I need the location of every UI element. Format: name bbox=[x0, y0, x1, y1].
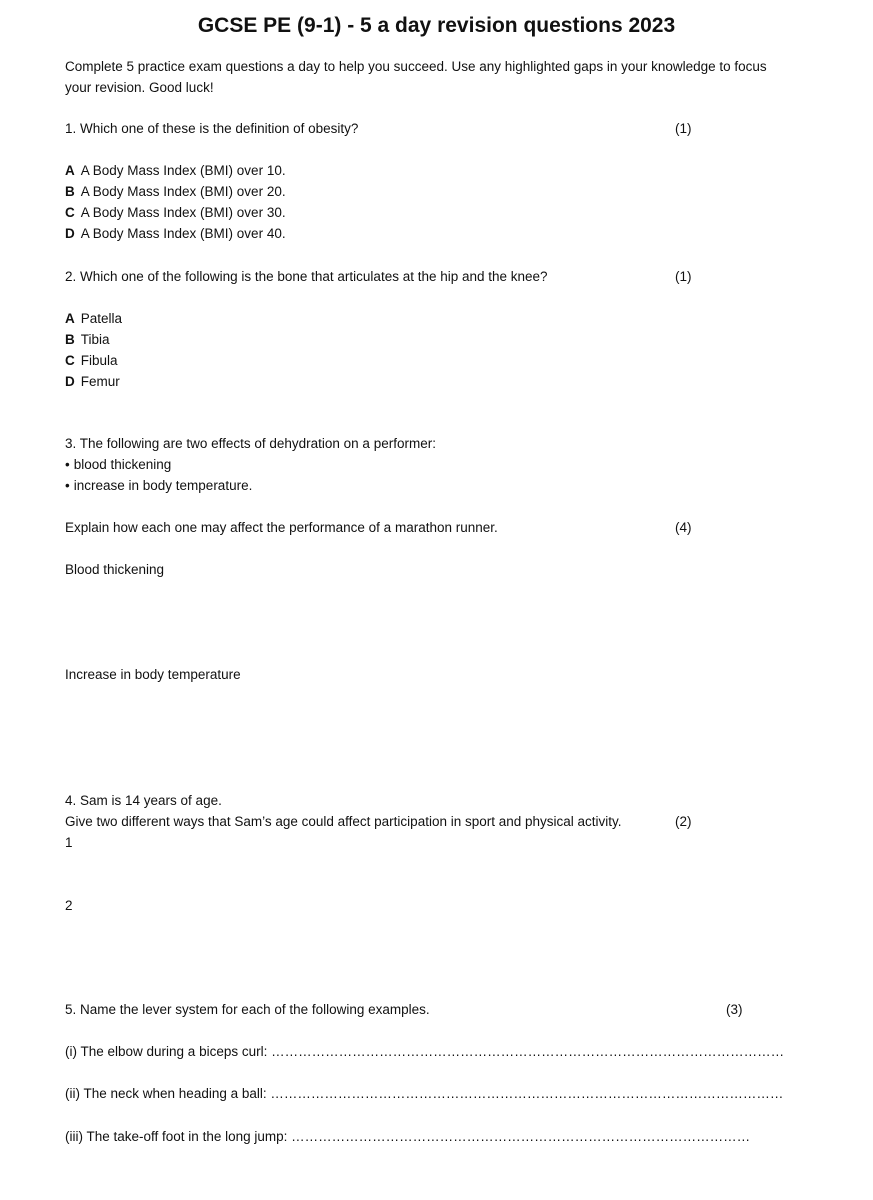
q1-option-b bbox=[65, 183, 286, 201]
q3-prompt: Explain how each one may affect the performance of a marathon runner. bbox=[65, 520, 498, 535]
q1-marks: (1) bbox=[675, 121, 692, 136]
q1-option-c bbox=[65, 204, 286, 222]
option-letter: C bbox=[65, 353, 75, 368]
q5-text: 5. Name the lever system for each of the following examples. bbox=[65, 1002, 430, 1017]
q2-text: 2. Which one of the following is the bone that articulates at the hip and the knee? bbox=[65, 269, 548, 284]
q3-bullet-2 bbox=[65, 477, 252, 495]
option-letter: D bbox=[65, 374, 75, 389]
option-letter: D bbox=[65, 226, 75, 241]
option-text: A Body Mass Index (BMI) over 30. bbox=[80, 205, 286, 220]
q4-answer-number-2: 2 bbox=[65, 898, 73, 913]
q2-option-c bbox=[65, 352, 118, 370]
option-text: A Body Mass Index (BMI) over 20. bbox=[80, 184, 286, 199]
q5-item-3: (iii) The take-off foot in the long jump: ………………………………………………………………………………………… bbox=[65, 1129, 751, 1144]
q5-marks: (3) bbox=[726, 1002, 743, 1017]
q4-answer-number-1: 1 bbox=[65, 835, 73, 850]
page-title: GCSE PE (9-1) - 5 a day revision questions 2023 bbox=[197, 14, 676, 37]
q3-answer-label-2: Increase in body temperature bbox=[65, 667, 241, 682]
option-letter: C bbox=[65, 205, 75, 220]
q3-text: 3. The following are two effects of dehydration on a performer: bbox=[65, 436, 436, 451]
q3-answer-label-1: Blood thickening bbox=[65, 562, 165, 577]
option-text: Tibia bbox=[80, 332, 110, 347]
option-letter: B bbox=[65, 332, 75, 347]
q4-prompt: Give two different ways that Sam’s age could affect participation in sport and physical activity. bbox=[65, 814, 622, 829]
option-text: Fibula bbox=[80, 353, 118, 368]
bullet-text: blood thickening bbox=[73, 457, 172, 472]
q5-item-2: (ii) The neck when heading a ball: …………………………………………………………………………………………………… bbox=[65, 1086, 784, 1101]
bullet-text: increase in body temperature. bbox=[73, 478, 253, 493]
option-text: A Body Mass Index (BMI) over 40. bbox=[80, 226, 286, 241]
q5-item-1: (i) The elbow during a biceps curl: …………………………………………………………………………………………………… bbox=[65, 1044, 785, 1059]
q2-option-d bbox=[65, 373, 120, 391]
option-text: A Body Mass Index (BMI) over 10. bbox=[80, 163, 286, 178]
option-text: Patella bbox=[80, 311, 123, 326]
q2-marks: (1) bbox=[675, 269, 692, 284]
q1-text: 1. Which one of these is the definition of obesity? bbox=[65, 121, 359, 136]
option-letter: A bbox=[65, 311, 75, 326]
bullet-glyph: • bbox=[65, 478, 70, 493]
q3-marks: (4) bbox=[675, 520, 692, 535]
intro-text: Complete 5 practice exam questions a day to help you succeed. Use any highlighted gaps in your knowledge to focus your revision. Good luck! bbox=[65, 59, 767, 95]
q4-marks: (2) bbox=[675, 814, 692, 829]
bullet-glyph: • bbox=[65, 457, 70, 472]
option-text: Femur bbox=[80, 374, 120, 389]
q3-bullet-1 bbox=[65, 456, 171, 474]
q4-text: 4. Sam is 14 years of age. bbox=[65, 793, 222, 808]
option-letter: B bbox=[65, 184, 75, 199]
option-letter: A bbox=[65, 163, 75, 178]
q1-option-a bbox=[65, 162, 286, 180]
q2-option-a bbox=[65, 310, 122, 328]
q1-option-d bbox=[65, 225, 286, 243]
q2-option-b bbox=[65, 331, 110, 349]
